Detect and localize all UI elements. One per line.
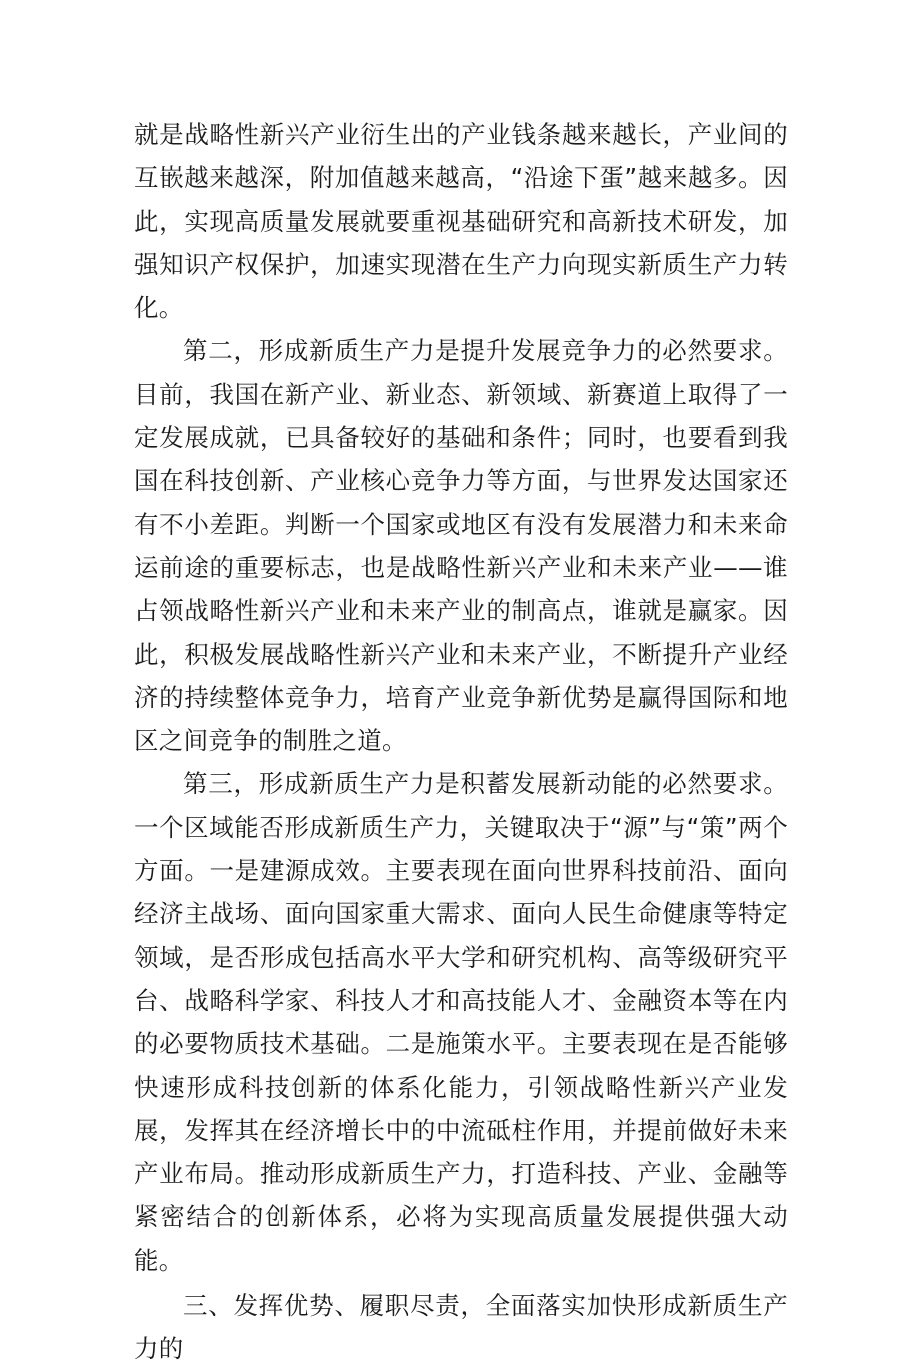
section-heading-three: 三、发挥优势、履职尽责，全面落实加快形成新质生产力的 — [134, 1291, 788, 1364]
document-body — [134, 113, 788, 1371]
paragraph-third-point: 第三，形成新质生产力是积蓄发展新动能的必然要求。一个区域能否形成新质生产力，关键取决于“源”与“策”两个方面。一是建源成效。主要表现在面向世界科技前沿、面向经济主战场、面向国家重大需求、面向人民生命健康等特定领域，是否形成包括高水平大学和研究机构、高等级研究平台、战略科学家、科技人才和高技能人才、金融资本等在内的必要物质技术基础。二是施策水平。主要表现在是否能够快速形成科技创新的体系化能力，引领战略性新兴产业发展，发挥其在经济增长中的中流砥柱作用，并提前做好未来产业布局。推动形成新质生产力，打造科技、产业、金融等紧密结合的创新体系，必将为实现高质量发展提供强大动能。 — [134, 769, 788, 1275]
paragraph-continuation: 就是战略性新兴产业衍生出的产业钱条越来越长，产业间的互嵌越来越深，附加值越来越高，“沿途下蛋”越来越多。因此，实现高质量发展就要重视基础研究和高新技术研发，加强知识产权保护，加速实现潜在生产力向现实新质生产力转化。 — [134, 120, 788, 323]
paragraph-second-point: 第二，形成新质生产力是提升发展竞争力的必然要求。目前，我国在新产业、新业态、新领域、新赛道上取得了一定发展成就，已具备较好的基础和条件；同时，也要看到我国在科技创新、产业核心竞争力等方面，与世界发达国家还有不小差距。判断一个国家或地区有没有发展潜力和未来命运前途的重要标志，也是战略性新兴产业和未来产业——谁占领战略性新兴产业和未来产业的制高点，谁就是赢家。因此，积极发展战略性新兴产业和未来产业，不断提升产业经济的持续整体竞争力，培育产业竞争新优势是赢得国际和地区之间竞争的制胜之道。 — [134, 336, 788, 756]
